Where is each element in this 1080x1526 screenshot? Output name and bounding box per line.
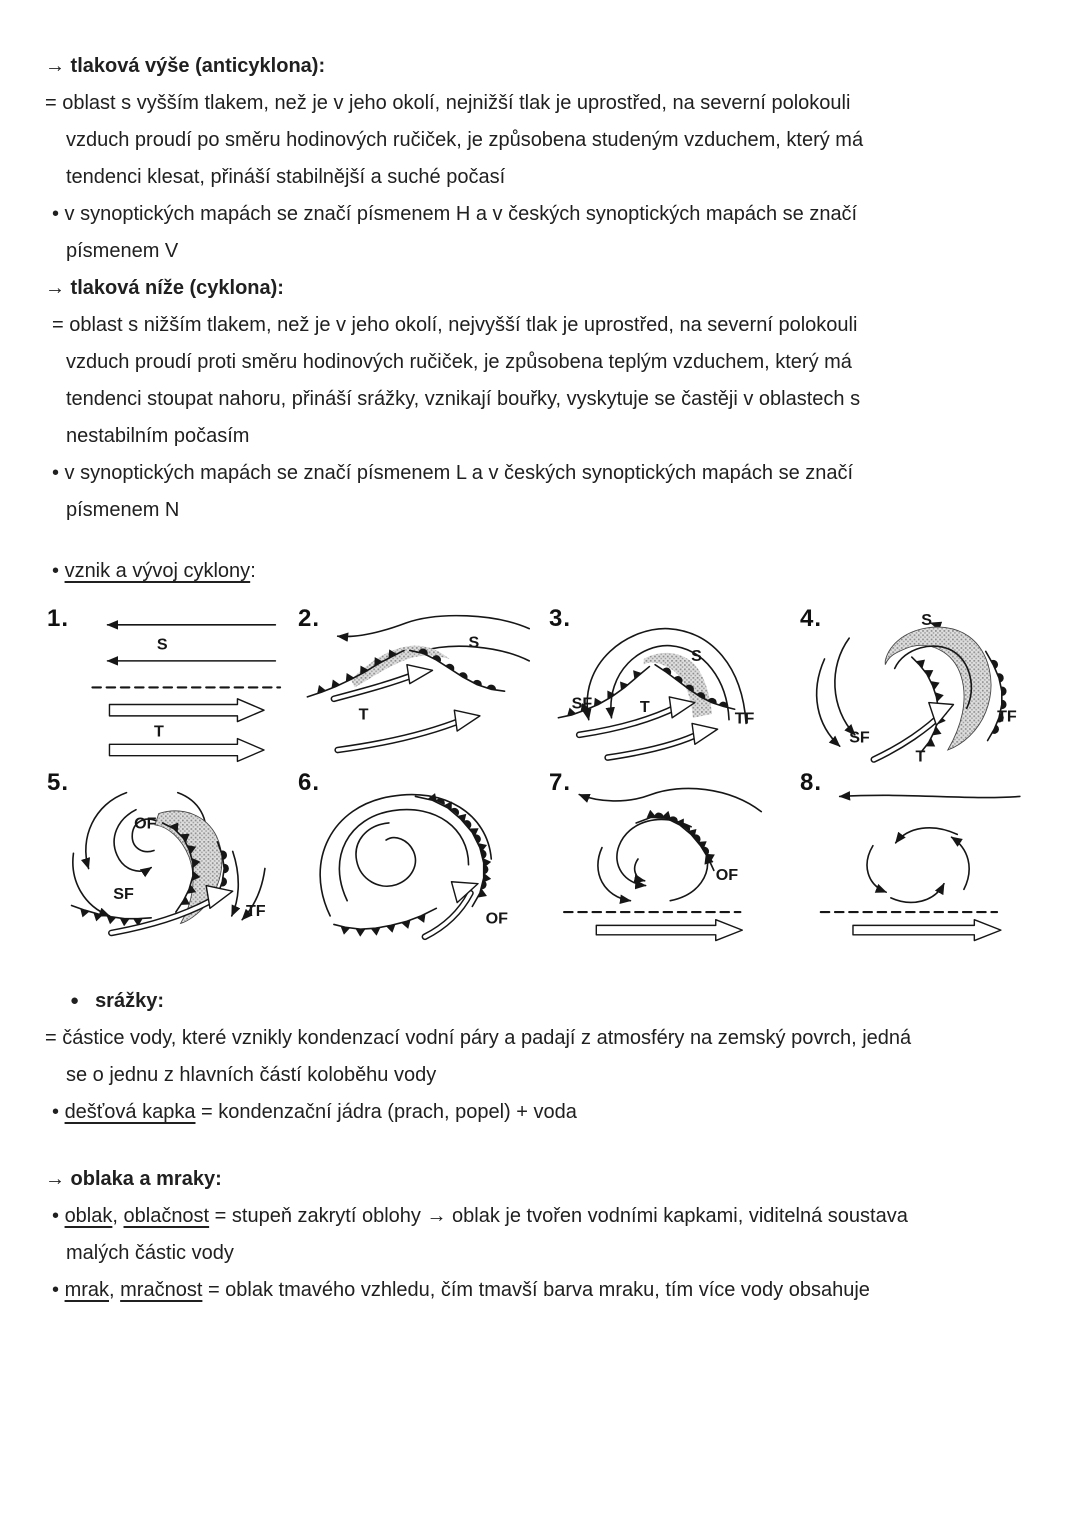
- low-pressure-def-line3: tendenci stoupat nahoru, přináší srážky, vznikají bouřky, vyskytuje se častěji v oblastech s: [66, 388, 861, 410]
- precipitation-def-line2: se o jednu z hlavních částí koloběhu vody: [66, 1064, 437, 1086]
- dark-cloud-term-2: mračnost: [120, 1279, 203, 1301]
- high-pressure-def-line1: = oblast s vyšším tlakem, než je v jeho okolí, nejnižší tlak je uprostřed, na severní polokouli: [45, 92, 851, 114]
- cyclone-stage-6: [296, 768, 533, 956]
- warm-air-label: T: [639, 698, 650, 717]
- precipitation-heading: [45, 982, 1035, 1020]
- low-pressure-def-line1: = oblast s nižším tlakem, než je v jeho okolí, nejvyšší tlak je uprostřed, na severní polokouli: [52, 314, 858, 336]
- low-pressure-bullet-line1: • v synoptických mapách se značí písmenem L a v českých synoptických mapách se značí: [52, 462, 854, 484]
- cloud-bullet-line2: malých částic vody: [66, 1242, 234, 1264]
- warm-front-label: TF: [245, 901, 266, 920]
- bullet: •: [52, 1279, 65, 1301]
- dissipating-vortex: [867, 828, 969, 903]
- stage-number: 7.: [549, 769, 572, 796]
- cyclone-stage-2: [296, 604, 533, 764]
- cyclone-stage-1-drawing: [45, 604, 282, 764]
- spacer: [45, 529, 1035, 553]
- colon: :: [250, 560, 256, 582]
- warm-air-arrow: [596, 920, 742, 941]
- warm-air-label: T: [154, 722, 164, 741]
- cloud-bullet-line1: [45, 1198, 1035, 1235]
- spacer: [45, 1131, 1035, 1161]
- stage-number: 4.: [800, 605, 823, 632]
- bullet: ●: [70, 992, 80, 1009]
- cold-front: [334, 908, 436, 929]
- cyclone-development-diagram: [45, 604, 1035, 956]
- cyclone-stage-6-drawing: [296, 768, 533, 956]
- cyclone-stage-7: [547, 768, 784, 956]
- dark-cloud-definition: = oblak tmavého vzhledu, čím tmavší barva mraku, tím více vody obsahuje: [202, 1279, 870, 1301]
- stage-number: 5.: [47, 769, 70, 796]
- cyclone-stage-4: [798, 604, 1035, 764]
- low-pressure-def-line2: vzduch proudí proti směru hodinových ručiček, je způsobena teplým vzduchem, který má: [66, 351, 852, 373]
- cold-air-label: S: [468, 633, 480, 652]
- high-pressure-def-line2: vzduch proudí po směru hodinových ručiček, je způsobena studeným vzduchem, který má: [66, 129, 864, 151]
- cloud-term-1: oblak: [64, 1205, 113, 1227]
- cyclone-development-label: vznik a vývoj cyklony: [64, 560, 251, 582]
- cold-front: [72, 905, 152, 918]
- high-pressure-bullet-line2: písmenem V: [66, 240, 179, 262]
- stage-number: 1.: [47, 605, 70, 632]
- cyclone-stage-4-drawing: [798, 604, 1035, 764]
- cyclone-stage-5-drawing: [45, 768, 282, 956]
- cold-front-label: SF: [849, 728, 870, 747]
- high-pressure-def-line3: tendenci klesat, přináší stabilnější a suché počasí: [66, 166, 506, 188]
- precipitation-def-line1: = částice vody, které vznikly kondenzací vodní páry a padají z atmosféry na zemský povrch, jedná: [45, 1027, 912, 1049]
- high-pressure-bullet-line1: • v synoptických mapách se značí písmenem H a v českých synoptických mapách se značí: [52, 203, 858, 225]
- stage-number: 3.: [549, 605, 572, 632]
- cyclone-stage-8-drawing: [798, 768, 1035, 956]
- cyclone-stage-3-drawing: [547, 604, 784, 764]
- low-pressure-def-line4: nestabilním počasím: [66, 425, 250, 447]
- bullet: •: [52, 1205, 65, 1227]
- warm-front-label: TF: [997, 707, 1017, 726]
- upper-streamline: [579, 788, 761, 811]
- cold-air-stream: [108, 625, 276, 661]
- cyclone-stage-2-drawing: [296, 604, 533, 764]
- cold-front-label: SF: [571, 694, 593, 713]
- warm-air-arrow: [853, 920, 1001, 941]
- occluded-front-label: OF: [715, 865, 739, 884]
- raindrop-line: [45, 1094, 1035, 1131]
- occluded-front: [636, 817, 714, 870]
- warm-air-arrow: [874, 703, 954, 760]
- warm-air-label: T: [915, 747, 926, 764]
- warm-air-arrow-upper: [579, 697, 695, 735]
- separator: ,: [109, 1279, 121, 1301]
- cyclone-stage-1: [45, 604, 282, 764]
- cold-air-stream: [840, 795, 1020, 797]
- occluded-front-label: OF: [134, 814, 157, 833]
- cold-air-label: S: [691, 646, 702, 665]
- warm-air-label: T: [358, 705, 369, 724]
- cyclone-stage-3: [547, 604, 784, 764]
- spiral-streamlines: [598, 819, 708, 900]
- heading-low-pressure: → tlaková níže (cyklona):: [45, 277, 284, 299]
- warm-front-label: TF: [734, 709, 755, 728]
- low-pressure-bullet-line2: písmenem N: [66, 499, 180, 521]
- cold-air-flow: [338, 616, 529, 637]
- bullet: •: [52, 1101, 65, 1123]
- cloud-term-2: oblačnost: [123, 1205, 210, 1227]
- cyclone-stage-8: [798, 768, 1035, 956]
- cold-air-label: S: [921, 610, 932, 629]
- cyclone-stage-5: [45, 768, 282, 956]
- stage-number: 8.: [800, 769, 823, 796]
- heading-high-pressure: → tlaková výše (anticyklona):: [45, 55, 326, 77]
- warm-air-stream: [109, 699, 264, 762]
- occluded-front: [415, 796, 483, 906]
- stage-number: 6.: [298, 769, 321, 796]
- dark-cloud-term-1: mrak: [64, 1279, 110, 1301]
- bullet: •: [52, 560, 65, 582]
- precipitation-title: srážky:: [95, 990, 164, 1012]
- cloud-definition: = stupeň zakrytí oblohy → oblak je tvořen vodními kapkami, viditelná soustava: [209, 1205, 908, 1227]
- heading-clouds: → oblaka a mraky:: [45, 1168, 222, 1190]
- cyclone-stage-7-drawing: [547, 768, 784, 956]
- occluded-front-label: OF: [485, 909, 508, 928]
- raindrop-definition: = kondenzační jádra (prach, popel) + voda: [195, 1101, 577, 1123]
- raindrop-term: dešťová kapka: [64, 1101, 196, 1123]
- dark-cloud-bullet-line: [45, 1272, 1035, 1309]
- separator: ,: [112, 1205, 124, 1227]
- cold-front-label: SF: [113, 884, 134, 903]
- cold-air-label: S: [156, 635, 168, 654]
- cyclone-development-heading: [45, 553, 1035, 590]
- stage-number: 2.: [298, 605, 321, 632]
